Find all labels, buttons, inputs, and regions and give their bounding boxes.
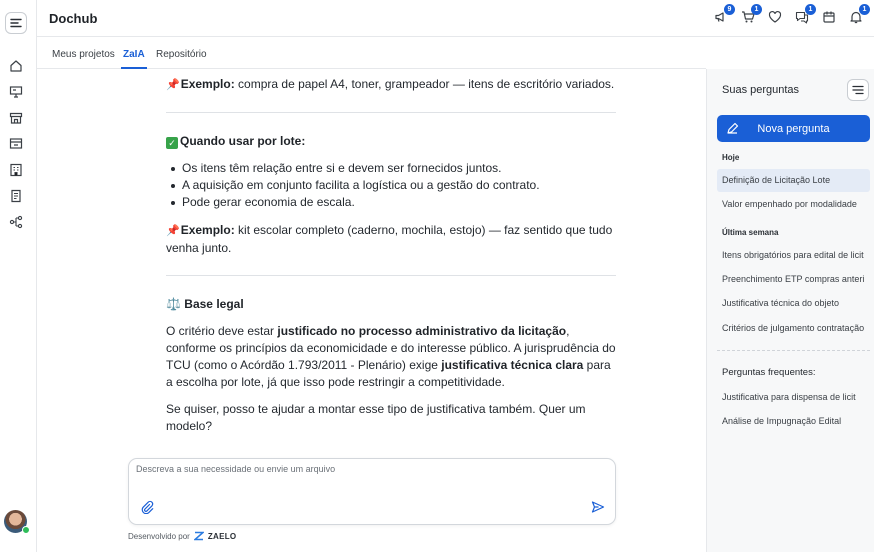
list-item: Os itens têm relação entre si e devem ser fornecidos juntos. bbox=[171, 160, 616, 177]
bullet-list bbox=[166, 160, 616, 211]
storefront-icon bbox=[9, 111, 23, 125]
tab-bar bbox=[37, 37, 706, 69]
list-item: A aquisição em conjunto facilita a logística ou a gestão do contrato. bbox=[171, 177, 616, 194]
nav-home[interactable] bbox=[8, 58, 24, 74]
notifications-button[interactable] bbox=[848, 6, 867, 26]
question-item[interactable]: Definição de Licitação Lote bbox=[717, 169, 870, 192]
top-bar bbox=[37, 0, 874, 37]
paperclip-icon bbox=[140, 500, 154, 514]
nav-building[interactable] bbox=[8, 162, 24, 178]
nav-dashboard[interactable] bbox=[8, 136, 24, 152]
questions-panel bbox=[706, 69, 874, 552]
tab-meus-projetos[interactable]: Meus projetos bbox=[52, 49, 115, 60]
developed-by-footer bbox=[128, 531, 236, 541]
presentation-icon bbox=[9, 85, 23, 99]
notification-badge: 1 bbox=[751, 4, 762, 15]
section-label-last-week: Última semana bbox=[722, 228, 779, 237]
notification-badge: 1 bbox=[805, 4, 816, 15]
check-icon: ✓ bbox=[166, 137, 178, 149]
menu-icon bbox=[10, 18, 22, 28]
message-input[interactable] bbox=[136, 464, 606, 474]
attach-button[interactable] bbox=[140, 500, 154, 514]
send-button[interactable] bbox=[591, 500, 605, 514]
legal-paragraph: O critério deve estar justificado no processo administrativo da licitação, conforme os princípios da economicidade e do interesse público. A jurisprudência do TCU (como o Acórdão 1.793/2011 - Plenário) exige justificativa técnica clara para a escolha por lote, já que isso pode restringir a competitividade. bbox=[166, 324, 616, 389]
chat-area bbox=[37, 69, 706, 552]
question-item[interactable]: Valor empenhado por modalidade bbox=[722, 199, 857, 209]
megaphone-button[interactable] bbox=[713, 6, 732, 26]
document-icon bbox=[9, 189, 23, 203]
favorites-button[interactable] bbox=[767, 8, 783, 26]
nav-store[interactable] bbox=[8, 110, 24, 126]
question-item[interactable]: Critérios de julgamento contratação bbox=[722, 323, 865, 333]
section-heading: ✓ Quando usar por lote: bbox=[166, 133, 616, 150]
assistant-message bbox=[166, 69, 616, 435]
section-label-today: Hoje bbox=[722, 153, 740, 162]
nav-documents[interactable] bbox=[8, 188, 24, 204]
divider bbox=[166, 275, 616, 276]
question-item[interactable]: Itens obrigatórios para edital de licit bbox=[722, 250, 864, 260]
left-rail bbox=[0, 0, 37, 552]
developed-by-label: Desenvolvido por bbox=[128, 531, 190, 541]
closing-paragraph: Se quiser, posso te ajudar a montar esse tipo de justificativa também. Quer um modelo? bbox=[166, 402, 586, 433]
filter-lines-icon bbox=[852, 85, 864, 95]
list-item: Pode gerar economia de escala. bbox=[171, 194, 616, 211]
faq-item[interactable]: Análise de Impugnação Edital bbox=[722, 416, 842, 426]
faq-item[interactable]: Justificativa para dispensa de licit bbox=[722, 392, 856, 402]
panel-divider bbox=[717, 350, 870, 351]
home-icon bbox=[9, 59, 23, 73]
heart-icon bbox=[768, 10, 782, 24]
notification-badge: 9 bbox=[724, 4, 735, 15]
filter-button[interactable] bbox=[847, 79, 869, 101]
message-composer bbox=[128, 458, 616, 525]
app-title: Dochub bbox=[49, 11, 98, 26]
new-question-label: Nova pergunta bbox=[757, 122, 830, 135]
calendar-icon bbox=[822, 10, 836, 24]
brand-name: ZAELO bbox=[207, 531, 237, 541]
notification-badge: 1 bbox=[859, 4, 870, 15]
messages-button[interactable] bbox=[794, 6, 813, 26]
panel-title: Suas perguntas bbox=[722, 84, 800, 96]
new-question-button[interactable] bbox=[717, 115, 870, 142]
zaelo-logo-icon bbox=[194, 531, 204, 541]
cart-button[interactable] bbox=[740, 6, 759, 26]
pin-icon: 📌 bbox=[166, 225, 180, 237]
scales-icon: ⚖️ bbox=[166, 297, 181, 311]
hierarchy-icon bbox=[9, 215, 23, 229]
topbar-tools bbox=[713, 6, 867, 26]
question-item[interactable]: Preenchimento ETP compras anteri bbox=[722, 274, 865, 284]
section-heading: ⚖️ Base legal bbox=[166, 297, 244, 311]
question-item[interactable]: Justificativa técnica do objeto bbox=[722, 298, 840, 308]
building-icon bbox=[9, 163, 23, 177]
calendar-button[interactable] bbox=[821, 8, 837, 26]
send-icon bbox=[591, 500, 605, 514]
tab-repositorio[interactable]: Repositório bbox=[156, 49, 207, 60]
menu-toggle-button[interactable] bbox=[5, 12, 27, 34]
divider bbox=[166, 112, 616, 113]
example-paragraph: 📌Exemplo: compra de papel A4, toner, grampeador — itens de escritório variados. bbox=[166, 77, 615, 91]
tab-zaia[interactable]: ZaIA bbox=[123, 49, 145, 60]
dashboard-icon bbox=[9, 137, 23, 151]
example-paragraph: 📌Exemplo: kit escolar completo (caderno, mochila, estojo) — faz sentido que tudo venha junto. bbox=[166, 223, 613, 255]
pencil-icon bbox=[726, 122, 739, 135]
nav-hierarchy[interactable] bbox=[8, 214, 24, 230]
online-status-dot bbox=[22, 526, 30, 534]
pin-icon: 📌 bbox=[166, 79, 180, 91]
user-avatar[interactable] bbox=[4, 510, 27, 533]
nav-presentations[interactable] bbox=[8, 84, 24, 100]
section-label-faq: Perguntas frequentes: bbox=[722, 367, 816, 378]
